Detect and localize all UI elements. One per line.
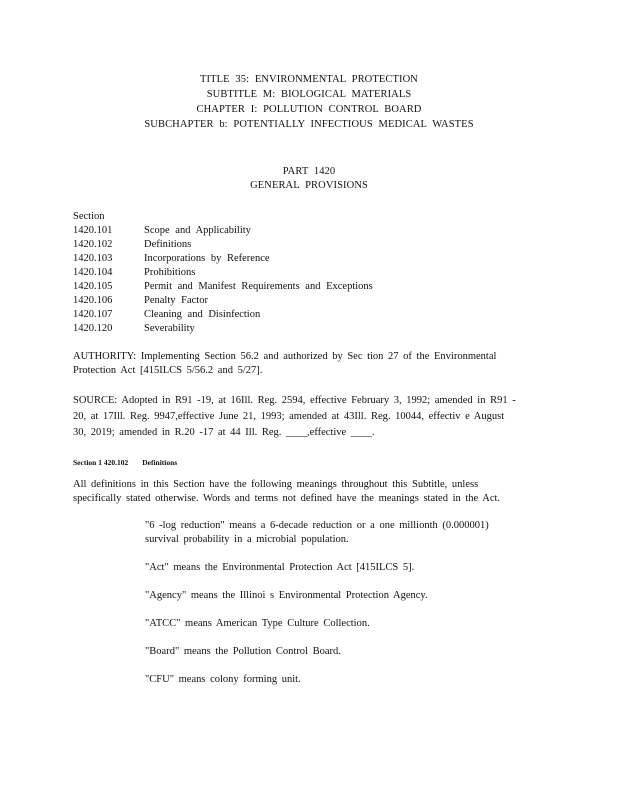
section-heading-label: Section 1 420.102 [73,458,129,467]
toc-item [73,238,533,252]
toc-item-number: 1420.120 [73,323,113,334]
authority-line: Protection Act [415ILCS 5/56.2 and 5/27]. [73,365,263,376]
toc-item-title: Scope and Applicability [144,225,251,236]
toc-item [73,308,533,322]
section-heading-title: Definitions [142,458,178,467]
source-line: SOURCE: Adopted in R91 -19, at 16Ill. Reg. 2594, effective February 3, 1992; amended in R91 - [73,395,516,406]
part-name: GENERAL PROVISIONS [250,180,368,191]
title-line: TITLE 35: ENVIRONMENTAL PROTECTION [200,74,418,85]
toc-item-number: 1420.107 [73,309,113,320]
definition-line: survival probability in a microbial population. [145,534,349,545]
toc-item [73,294,533,308]
toc-item [73,322,533,336]
toc-item-title: Permit and Manifest Requirements and Exceptions [144,281,373,292]
source-line: 30, 2019; amended in R.20 -17 at 44 Ill. Reg. ____,effective ____. [73,427,375,438]
toc-item-title: Penalty Factor [144,295,208,306]
intro-line: specifically stated otherwise. Words and terms not defined have the meanings stated in the Act. [73,493,501,504]
definition-line: "Board" means the Pollution Control Board. [145,646,341,657]
section-heading [73,456,177,470]
toc-item-number: 1420.101 [73,225,113,236]
toc-item [73,280,533,294]
definition-line: "CFU" means colony forming unit. [145,674,301,685]
toc-item-title: Definitions [144,239,192,250]
toc-label: Section [73,211,105,222]
toc-item-number: 1420.105 [73,281,113,292]
definition-line: "ATCC" means American Type Culture Collection. [145,618,370,629]
authority-line: AUTHORITY: Implementing Section 56.2 and authorized by Sec tion 27 of the Environmental [73,351,497,362]
source-line: 20, at 17Ill. Reg. 9947,effective June 21, 1993; amended at 43Ill. Reg. 10044, effectiv e August [73,411,505,422]
toc-item-number: 1420.106 [73,295,113,306]
toc-item-number: 1420.104 [73,267,113,278]
toc-item-number: 1420.103 [73,253,113,264]
toc-item-title: Severability [144,323,195,334]
toc-item-title: Prohibitions [144,267,196,278]
chapter-line: CHAPTER I: POLLUTION CONTROL BOARD [196,104,422,115]
definition-line: "Act" means the Environmental Protection Act [415ILCS 5]. [145,562,415,573]
definition-line: "6 -log reduction" means a 6-decade reduction or a one millionth (0.000001) [145,520,489,531]
definition-line: "Agency" means the Illinoi s Environmental Protection Agency. [145,590,428,601]
toc-item-title: Cleaning and Disinfection [144,309,261,320]
subchapter-line: SUBCHAPTER b: POTENTIALLY INFECTIOUS MEDICAL WASTES [144,119,474,130]
part-number: PART 1420 [282,166,336,177]
toc-item-title: Incorporations by Reference [144,253,270,264]
toc-item-number: 1420.102 [73,239,113,250]
intro-line: All definitions in this Section have the following meanings throughout this Subtitle, unless [73,479,479,490]
toc-item [73,224,533,238]
toc-item [73,266,533,280]
subtitle-line: SUBTITLE M: BIOLOGICAL MATERIALS [206,89,412,100]
toc-item [73,252,533,266]
